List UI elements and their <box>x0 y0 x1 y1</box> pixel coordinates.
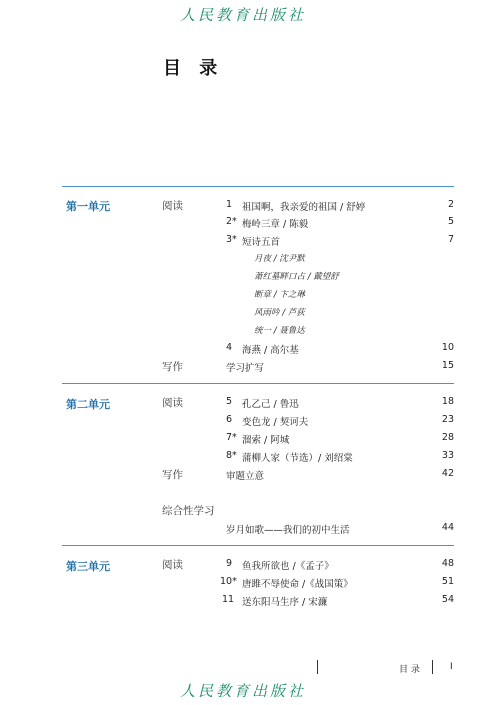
toc-entry-title[interactable]: 海燕 / 高尔基 <box>242 345 299 356</box>
toc-entry-title[interactable]: 学习扩写 <box>226 363 265 374</box>
footer-label: 目 录 <box>399 665 420 675</box>
toc-entry-num: 2* <box>226 216 237 227</box>
toc-entry-title[interactable]: 岁月如歌——我们的初中生活 <box>226 525 350 536</box>
toc-entry-page: 23 <box>441 414 454 425</box>
toc-entry-num: 1 <box>226 199 233 210</box>
toc-entry-num: 4 <box>226 342 233 353</box>
toc-entry-page: 48 <box>441 558 454 569</box>
toc-entry-page: 10 <box>441 342 454 353</box>
toc-entry-title[interactable]: 鱼我所欲也 /《孟子》 <box>242 561 334 572</box>
unit-1-name: 第一单元 <box>66 200 110 213</box>
toc-entry-page: 15 <box>441 360 454 371</box>
toc-entry-num: 8* <box>226 450 237 461</box>
toc-entry-num: 7* <box>226 432 237 443</box>
toc-entry-title[interactable]: 孔乙己 / 鲁迅 <box>242 399 299 410</box>
toc-subentry[interactable]: 萧红墓畔口占 / 戴望舒 <box>254 272 339 282</box>
footer-page-number: I <box>450 662 453 672</box>
toc-entry-page: 44 <box>441 522 454 533</box>
section-reading: 阅读 <box>162 200 183 212</box>
toc-entry-num: 10* <box>220 576 237 587</box>
footer-divider <box>432 660 433 674</box>
toc-entry-page: 28 <box>441 432 454 443</box>
toc-entry-title[interactable]: 变色龙 / 契诃夫 <box>242 417 309 428</box>
toc-entry-num: 9 <box>226 558 233 569</box>
unit-3-name: 第三单元 <box>66 560 110 573</box>
toc-entry-title[interactable]: 短诗五首 <box>242 237 281 248</box>
toc-entry-page: 7 <box>447 234 454 245</box>
section-writing: 写作 <box>162 469 183 481</box>
section-reading: 阅读 <box>162 559 183 571</box>
toc-entry-title[interactable]: 梅岭三章 / 陈毅 <box>242 219 309 230</box>
toc-entry-title[interactable]: 审题立意 <box>226 471 265 482</box>
publisher-logo-bottom: 人民教育出版社 <box>180 682 307 700</box>
toc-subentry[interactable]: 风雨吟 / 芦荻 <box>254 308 305 318</box>
unit-divider <box>62 383 454 384</box>
toc-entry-page: 5 <box>447 216 454 227</box>
toc-subentry[interactable]: 统一 / 聂鲁达 <box>254 326 305 336</box>
toc-entry-title[interactable]: 送东阳马生序 / 宋濂 <box>242 597 328 608</box>
toc-entry-title[interactable]: 唐雎不辱使命 /《战国策》 <box>242 579 353 590</box>
toc-entry-num: 6 <box>226 414 233 425</box>
section-writing: 写作 <box>162 361 183 373</box>
section-integrated-learning: 综合性学习 <box>162 505 215 517</box>
toc-subentry[interactable]: 月夜 / 沈尹默 <box>254 254 305 264</box>
section-reading: 阅读 <box>162 397 183 409</box>
toc-entry-num: 11 <box>222 594 235 605</box>
toc-subentry[interactable]: 断章 / 卞之琳 <box>254 290 305 300</box>
toc-entry-title[interactable]: 溜索 / 阿城 <box>242 435 290 446</box>
unit-2-name: 第二单元 <box>66 398 110 411</box>
toc-entry-page: 2 <box>447 199 454 210</box>
publisher-logo-top: 人民教育出版社 <box>180 6 307 24</box>
toc-entry-page: 18 <box>441 396 454 407</box>
toc-entry-page: 54 <box>441 594 454 605</box>
toc-entry-page: 42 <box>441 468 454 479</box>
toc-entry-num: 5 <box>226 396 233 407</box>
toc-entry-title[interactable]: 蒲柳人家（节选）/ 刘绍棠 <box>242 453 353 464</box>
footer-divider <box>317 660 318 674</box>
toc-entry-page: 51 <box>441 576 454 587</box>
toc-entry-page: 33 <box>441 450 454 461</box>
toc-entry-title[interactable]: 祖国啊，我亲爱的祖国 / 舒婷 <box>242 202 366 213</box>
toc-entry-num: 3* <box>226 234 237 245</box>
unit-divider <box>62 545 454 546</box>
page-title: 目 录 <box>163 58 224 79</box>
unit-divider <box>62 186 454 187</box>
